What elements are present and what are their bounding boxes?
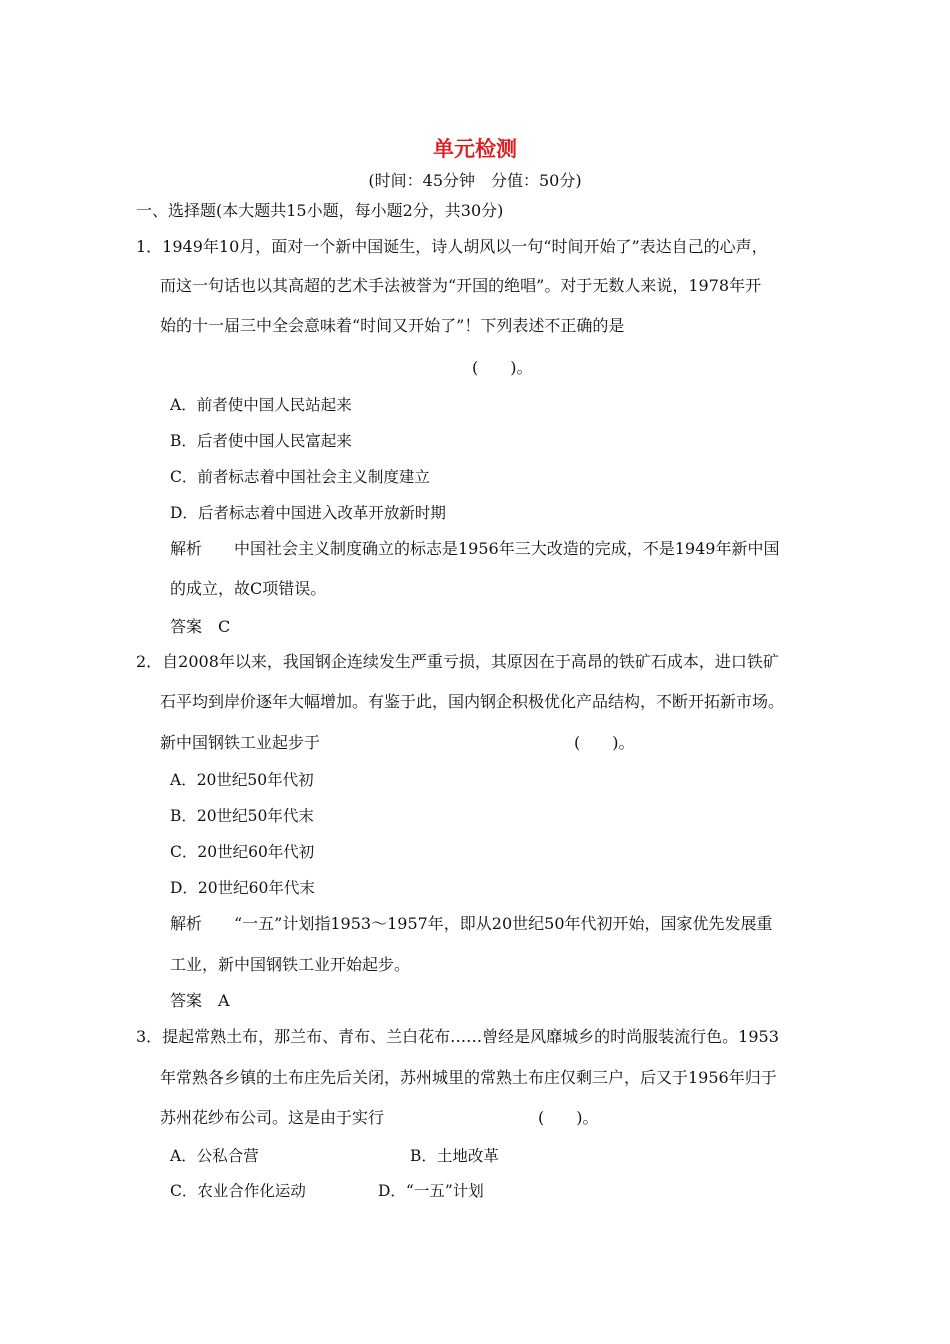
question-2-option-b: B．20世纪50年代末 (170, 807, 314, 825)
section-heading: 一、选择题(本大题共15小题，每小题2分，共30分) (136, 201, 504, 220)
page-title: 单元检测 (433, 136, 517, 161)
question-1-answer-blank: ( )。 (472, 358, 533, 377)
question-2-option-c: C．20世纪60年代初 (170, 843, 315, 861)
question-3-option-b: B．土地改革 (410, 1147, 499, 1165)
question-1-option-a: A．前者使中国人民站起来 (170, 396, 352, 414)
question-1-explanation-line-1: 解析 中国社会主义制度确立的标志是1956年三大改造的完成，不是1949年新中国 (170, 539, 780, 558)
question-2-answer: 答案 A (170, 991, 230, 1010)
question-2-option-d: D．20世纪60年代末 (170, 879, 315, 897)
question-1-line-2: 而这一句话也以其高超的艺术手法被誉为“开国的绝唱”。对于无数人来说，1978年开 (160, 276, 762, 295)
question-1-option-b: B．后者使中国人民富起来 (170, 432, 352, 450)
question-3-option-c: C．农业合作化运动 (170, 1182, 306, 1200)
question-1-option-d: D．后者标志着中国进入改革开放新时期 (170, 504, 446, 522)
question-2-line-3: 新中国钢铁工业起步于 (160, 733, 321, 752)
question-1-line-3: 始的十一届三中全会意味着“时间又开始了”！下列表述不正确的是 (160, 316, 625, 335)
question-3-line-3: 苏州花纱布公司。这是由于实行 (160, 1108, 385, 1127)
question-1-answer: 答案 C (170, 617, 231, 636)
question-2-explanation-line-2: 工业，新中国钢铁工业开始起步。 (170, 955, 411, 974)
question-3-answer-blank: ( )。 (538, 1108, 599, 1127)
question-1-option-c: C．前者标志着中国社会主义制度建立 (170, 468, 430, 486)
question-2-line-2: 石平均到岸价逐年大幅增加。有鉴于此，国内钢企积极优化产品结构，不断开拓新市场。 (160, 692, 785, 711)
exam-info: (时间：45分钟 分值：50分) (368, 171, 582, 190)
question-3-line-1: 3．提起常熟土布，那兰布、青布、兰白花布……曾经是风靡城乡的时尚服装流行色。1953 (136, 1027, 779, 1046)
question-3-option-d: D．“一五”计划 (378, 1182, 484, 1200)
question-1-line-1: 1．1949年10月，面对一个新中国诞生，诗人胡风以一句“时间开始了”表达自己的心声， (136, 237, 768, 256)
question-1-explanation-line-2: 的成立，故C项错误。 (170, 579, 327, 598)
question-2-explanation-line-1: 解析 “一五”计划指1953～1957年，即从20世纪50年代初开始，国家优先发展重 (170, 914, 773, 933)
question-3-line-2: 年常熟各乡镇的土布庄先后关闭，苏州城里的常熟土布庄仅剩三户，后又于1956年归于 (160, 1068, 777, 1087)
question-2-answer-blank: ( )。 (574, 733, 635, 752)
question-2-option-a: A．20世纪50年代初 (170, 771, 314, 789)
question-2-line-1: 2．自2008年以来，我国钢企连续发生严重亏损，其原因在于高昂的铁矿石成本，进口铁矿 (136, 652, 779, 671)
question-3-option-a: A．公私合营 (170, 1147, 259, 1165)
